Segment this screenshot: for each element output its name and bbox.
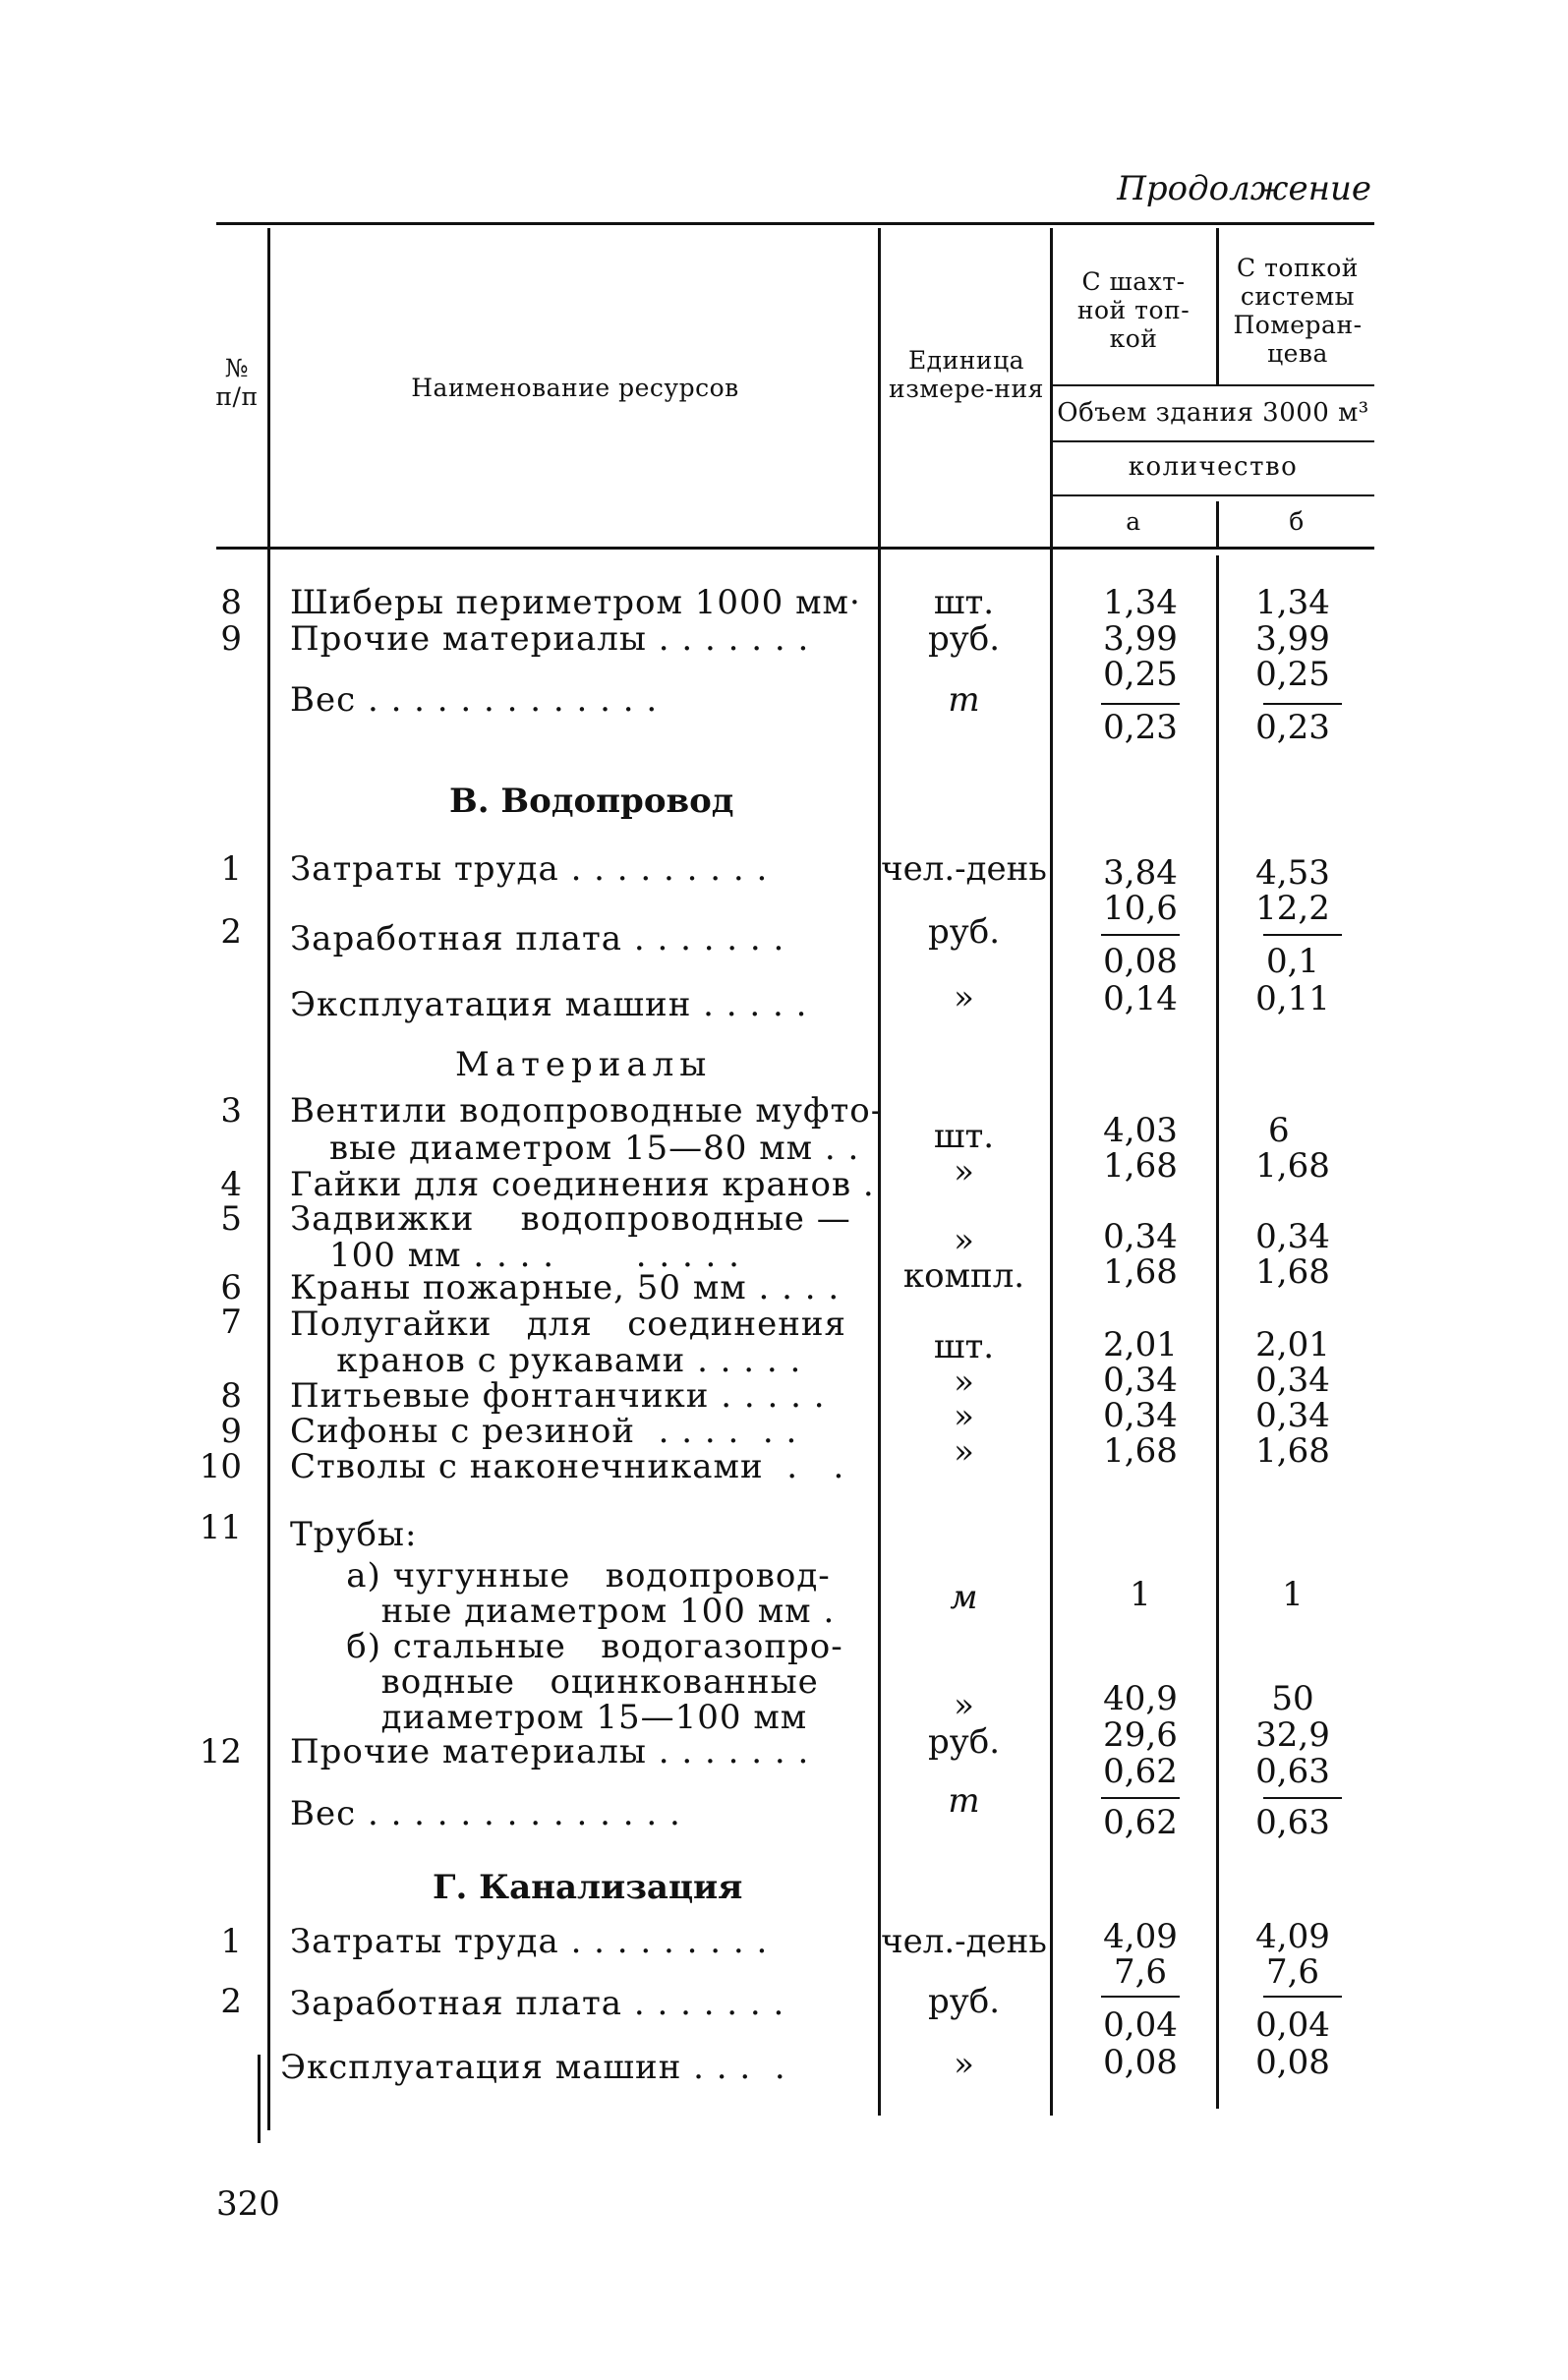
value-b: 1,68: [1255, 1146, 1330, 1186]
value-a: 0,34: [1103, 1217, 1178, 1256]
value-a: 1,68: [1103, 1146, 1178, 1186]
value-a: 1,68: [1103, 1252, 1178, 1292]
row-name: Затраты труда . . . . . . . . .: [290, 849, 769, 889]
row-name-line: 100 мм . . . . . . . . .: [329, 1236, 740, 1275]
value-a: 3,99: [1103, 619, 1178, 659]
value-b: 0,08: [1255, 2043, 1330, 2082]
fraction-bar: [1263, 703, 1342, 705]
row-unit: чел.-день: [881, 849, 1047, 889]
row-name-line: ные диаметром 100 мм .: [300, 1592, 836, 1631]
row-name: Затраты труда . . . . . . . . .: [290, 1922, 769, 1961]
value-a: 4,09: [1103, 1917, 1178, 1956]
row-number: 9: [220, 1412, 242, 1451]
row-number: 2: [220, 912, 242, 952]
row-number: 10: [199, 1447, 242, 1486]
row-name: Стволы с наконечниками . .: [290, 1447, 845, 1486]
row-name: Гайки для соединения кранов .: [290, 1165, 875, 1204]
row-name-line: диаметром 15—100 мм: [300, 1698, 808, 1737]
row-name: Заработная плата . . . . . . .: [290, 919, 785, 958]
value-b: 4,53: [1255, 853, 1330, 893]
column-rule-ab-body: [1216, 555, 1219, 2109]
value-a: 0,34: [1103, 1361, 1178, 1400]
value-b-numerator: 12,2: [1255, 889, 1330, 928]
row-unit: т: [948, 680, 980, 720]
row-name-line: Полугайки для соединения: [290, 1305, 846, 1344]
row-unit: »: [954, 1152, 974, 1191]
row-unit: м: [950, 1578, 978, 1617]
header-shaft-furnace: С шахт-ной топ-кой: [1076, 267, 1191, 353]
row-number: 7: [220, 1303, 242, 1342]
value-b-denominator: 0,1: [1265, 942, 1320, 981]
value-b: 6: [1268, 1111, 1290, 1150]
value-a-numerator: 0,25: [1103, 655, 1178, 694]
value-b-numerator: 0,63: [1255, 1752, 1330, 1791]
row-unit: »: [954, 1221, 974, 1260]
table-top-rule: [216, 222, 1374, 225]
value-b: 0,34: [1255, 1361, 1330, 1400]
row-name: Шиберы периметром 1000 мм·: [290, 583, 861, 622]
header-volume: Объем здания 3000 м³: [1057, 398, 1369, 428]
row-name: Эксплуатация машин . . . . .: [290, 985, 808, 1024]
row-name: Прочие материалы . . . . . . .: [290, 1732, 810, 1771]
row-number: 12: [199, 1732, 242, 1771]
value-a-numerator: 10,6: [1103, 889, 1178, 928]
value-a: 2,01: [1103, 1325, 1178, 1364]
header-quantity: количество: [1128, 452, 1299, 482]
row-number: 9: [220, 619, 242, 659]
value-b-numerator: 7,6: [1265, 1952, 1320, 1992]
value-a: 3,84: [1103, 853, 1178, 893]
section-heading-sewerage: Г. Канализация: [433, 1868, 743, 1907]
quantity-rule-bottom: [1050, 494, 1374, 496]
row-unit: »: [954, 1686, 974, 1725]
column-rule-name: [267, 228, 270, 2130]
value-a-numerator: 7,6: [1113, 1952, 1168, 1992]
row-name-line: вые диаметром 15—80 мм . .: [329, 1129, 860, 1168]
value-a-denominator: 0,04: [1103, 2005, 1178, 2045]
row-number: 1: [220, 1922, 242, 1961]
value-b: 50: [1271, 1679, 1314, 1718]
value-a-denominator: 0,62: [1103, 1803, 1178, 1842]
row-number: 11: [199, 1508, 242, 1547]
header-pomerantsev: С топкой системы Померан-цева: [1233, 254, 1363, 368]
row-name: Прочие материалы . . . . . . .: [290, 619, 810, 659]
value-a: 29,6: [1103, 1715, 1178, 1755]
row-number: 3: [220, 1091, 242, 1131]
value-a: 1,34: [1103, 583, 1178, 622]
row-name: Трубы:: [290, 1515, 418, 1554]
header-number: № п/п: [215, 354, 259, 411]
value-b-numerator: 0,25: [1255, 655, 1330, 694]
row-unit: чел.-день: [881, 1922, 1047, 1961]
row-number: 2: [220, 1982, 242, 2021]
header-bottom-rule: [216, 547, 1374, 550]
row-name: Эксплуатация машин . . . .: [280, 2048, 786, 2087]
row-unit: »: [954, 1397, 974, 1436]
value-a: 1,68: [1103, 1431, 1178, 1471]
row-name-line: Задвижки водопроводные —: [290, 1199, 851, 1239]
row-unit: руб.: [927, 1722, 1001, 1762]
value-a: 1: [1130, 1575, 1151, 1614]
row-number: 4: [220, 1165, 242, 1204]
row-unit: компл.: [902, 1256, 1025, 1296]
row-name: Питьевые фонтанчики . . . . .: [290, 1376, 826, 1416]
value-a: 0,34: [1103, 1396, 1178, 1435]
value-b: 1: [1282, 1575, 1304, 1614]
row-name-line: кранов с рукавами . . . . .: [290, 1341, 802, 1380]
header-name: Наименование ресурсов: [411, 374, 739, 402]
value-a: 0,08: [1103, 2043, 1178, 2082]
row-name: Вес . . . . . . . . . . . . . .: [290, 1794, 681, 1833]
row-unit: »: [954, 978, 974, 1017]
value-b-denominator: 0,23: [1255, 708, 1330, 747]
fraction-bar: [1263, 1996, 1342, 1998]
value-b: 1,68: [1255, 1252, 1330, 1292]
value-b: 0,34: [1255, 1217, 1330, 1256]
column-rule-ab-header: [1216, 228, 1219, 385]
volume-rule-bottom: [1050, 440, 1374, 442]
continuation-label: Продолжение: [1117, 169, 1371, 208]
margin-rule: [258, 2055, 261, 2143]
value-b: 0,34: [1255, 1396, 1330, 1435]
value-b: 3,99: [1255, 619, 1330, 659]
value-b: 1,34: [1255, 583, 1330, 622]
value-b: 0,11: [1255, 979, 1330, 1018]
fraction-bar: [1263, 934, 1342, 936]
row-unit: шт.: [933, 1327, 995, 1366]
fraction-bar: [1101, 1797, 1180, 1799]
row-name-line: а) чугунные водопровод-: [300, 1556, 831, 1596]
row-name: Заработная плата . . . . . . .: [290, 1984, 785, 2023]
row-name-line: б) стальные водогазопро-: [300, 1627, 843, 1666]
value-a-numerator: 0,62: [1103, 1752, 1178, 1791]
value-b: 1,68: [1255, 1431, 1330, 1471]
row-unit: т: [948, 1781, 980, 1821]
value-b-denominator: 0,63: [1255, 1803, 1330, 1842]
value-b-denominator: 0,04: [1255, 2005, 1330, 2045]
header-sub-a: а: [1126, 507, 1141, 536]
subsection-heading-materials: Материалы: [455, 1045, 713, 1084]
row-number: 8: [220, 1376, 242, 1416]
row-unit: »: [954, 1363, 974, 1402]
row-name: Вес . . . . . . . . . . . . .: [290, 680, 659, 720]
fraction-bar: [1101, 1996, 1180, 1998]
value-b: 4,09: [1255, 1917, 1330, 1956]
row-unit: шт.: [933, 1117, 995, 1156]
row-unit: шт.: [933, 583, 995, 622]
volume-rule-top: [1050, 384, 1374, 386]
page-number: 320: [216, 2184, 280, 2224]
value-a: 4,03: [1103, 1111, 1178, 1150]
fraction-bar: [1101, 703, 1180, 705]
header-sub-b: б: [1289, 507, 1305, 536]
row-number: 8: [220, 583, 242, 622]
value-a: 40,9: [1103, 1679, 1178, 1718]
row-name-line: Вентили водопроводные муфто-: [290, 1091, 884, 1131]
row-number: 5: [220, 1199, 242, 1239]
row-number: 6: [220, 1268, 242, 1307]
value-b: 32,9: [1255, 1715, 1330, 1755]
row-unit: »: [954, 2045, 974, 2084]
value-b: 2,01: [1255, 1325, 1330, 1364]
value-a-denominator: 0,23: [1103, 708, 1178, 747]
row-unit: руб.: [927, 1982, 1001, 2021]
row-name: Сифоны с резиной . . . . . .: [290, 1412, 798, 1451]
fraction-bar: [1263, 1797, 1342, 1799]
value-a-denominator: 0,08: [1103, 942, 1178, 981]
row-unit: руб.: [927, 912, 1001, 952]
value-a: 0,14: [1103, 979, 1178, 1018]
fraction-bar: [1101, 934, 1180, 936]
row-name-line: водные оцинкованные: [300, 1662, 819, 1702]
row-unit: »: [954, 1432, 974, 1472]
section-heading-water-supply: В. Водопровод: [449, 782, 734, 821]
row-number: 1: [220, 849, 242, 889]
row-unit: руб.: [927, 619, 1001, 659]
header-unit: Единица измере-ния: [889, 346, 1044, 403]
row-name: Краны пожарные, 50 мм . . . .: [290, 1268, 841, 1307]
